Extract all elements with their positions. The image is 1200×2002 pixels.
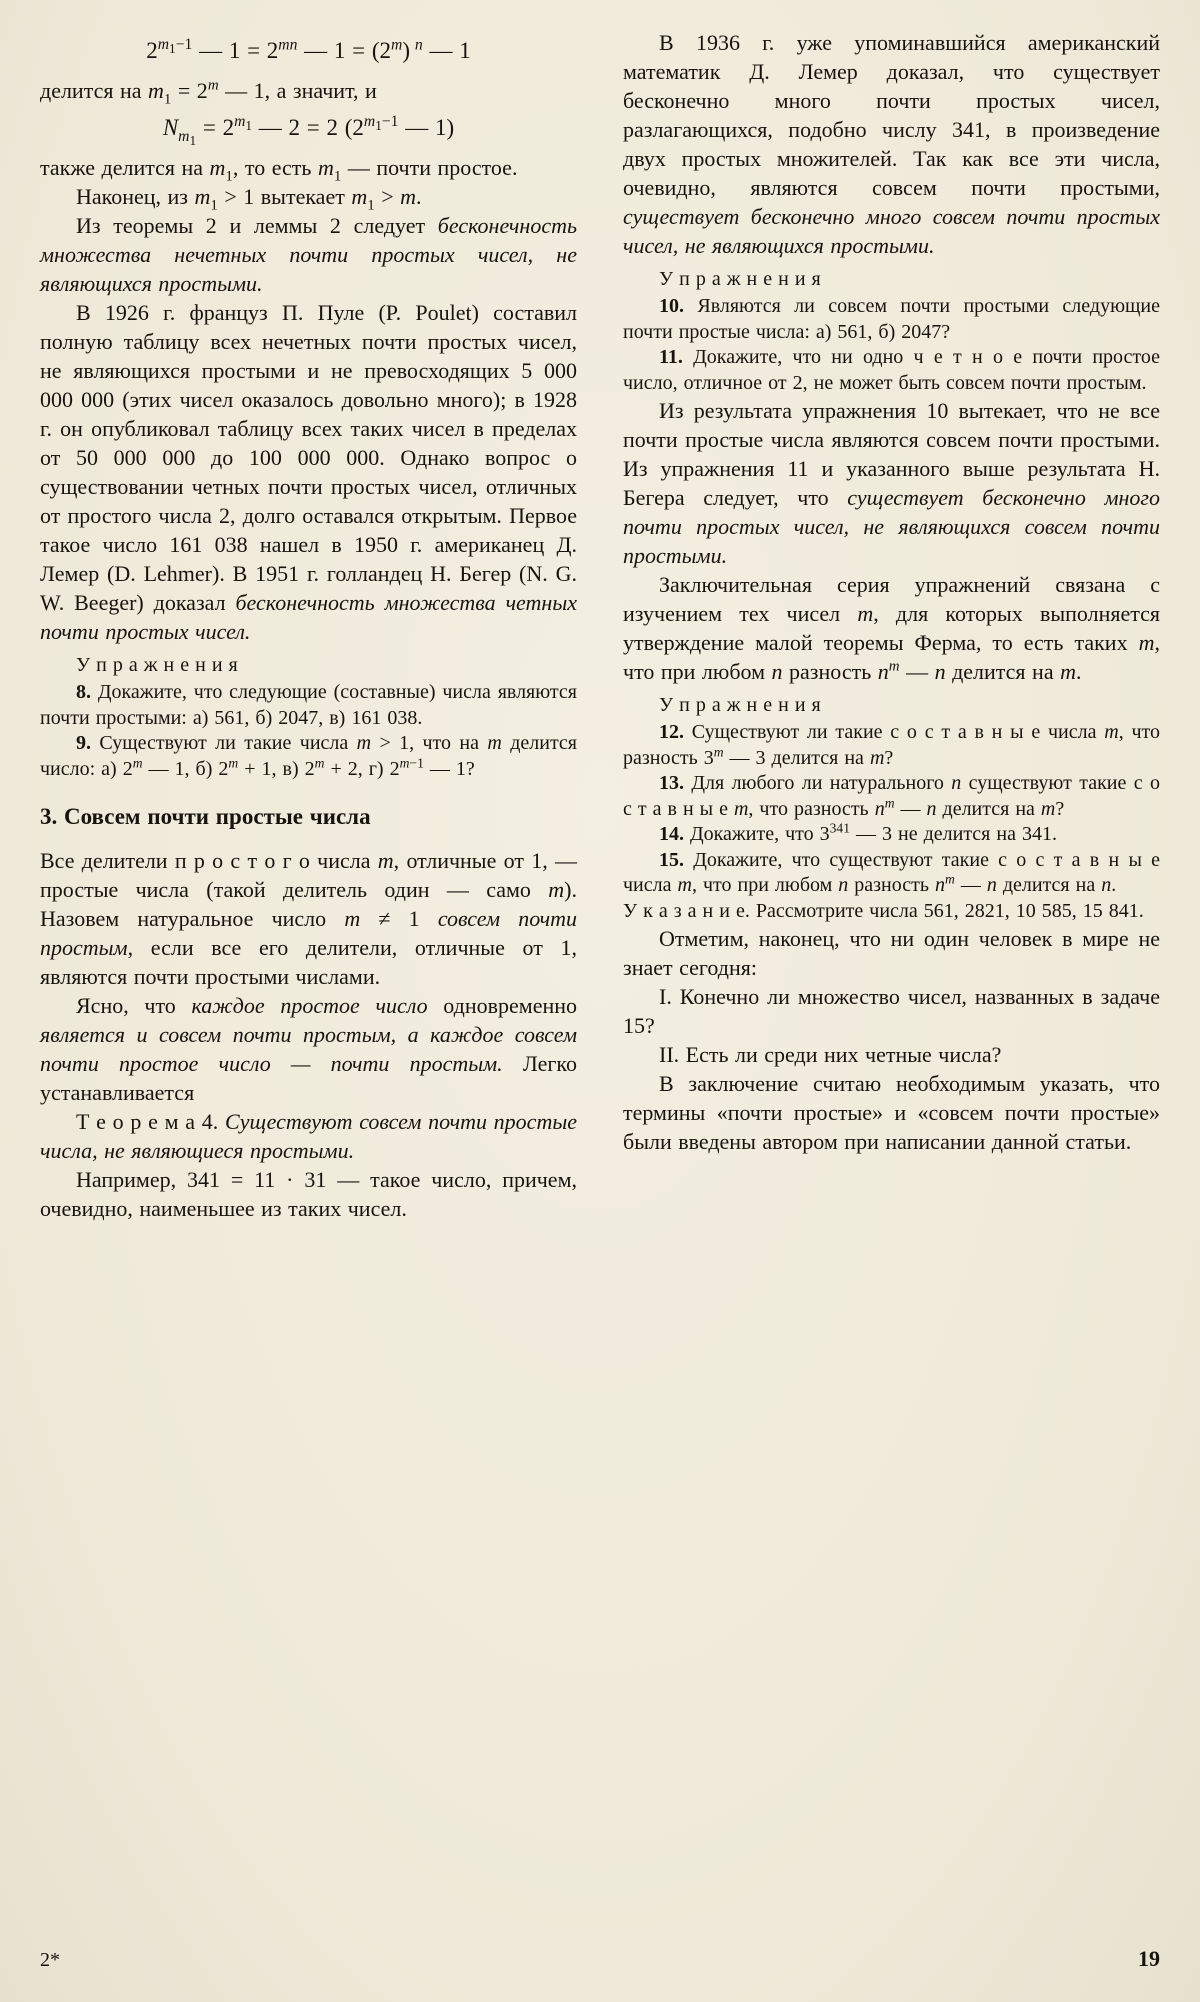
- exercise-13: 13. Для любого ли натурального n существуют такие с о с т а в н ы е m, что разность $n^m$ — n делится на m?: [623, 772, 1160, 820]
- exercise-8: 8. Докажите, что следующие (составные) числа являются почти простыми: а) 561, б) 2047, в) 161 038.: [40, 681, 577, 729]
- exercise-10: 10. Являются ли совсем почти простыми следующие почти простые числа: а) 561, б) 2047?: [623, 295, 1160, 343]
- display-formula-2: $N_{m_1} = 2^{m_1}$ — 2 = 2 ($2^{m_1-1}$ — 1): [162, 113, 455, 148]
- section-3-heading: 3. Совсем почти простые числа: [40, 804, 371, 829]
- exercises-heading: У п р а ж н е н и я: [76, 654, 238, 676]
- paragraph: I. Конечно ли множество чисел, названных в задаче 15?: [623, 984, 1160, 1038]
- paragraph: Заключительная серия упражнений связана с изучением тех чисел m, для которых выполняется утверждение малой теоремы Ферма, то есть таких m, что при любом n разность $n^m$ — n делится на m.: [623, 572, 1160, 684]
- paragraph: В 1926 г. француз П. Пуле (P. Poulet) составил полную таблицу всех нечетных почти простых чисел, не являющихся простыми и не превосходящих 5 000 000 000 (этих чисел оказалось довольно много); в 1928 г. он опубликовал таблицу всех таких чисел в пределах от 50 000 000 до 100 000 000. Однако вопрос о существовании четных почти простых чисел, отличных от простого числа 2, долго оставался открытым. Первое такое число 161 038 нашел в 1950 г. американец Д. Лемер (D. Lehmer). В 1951 г. голландец Н. Бегер (N. G. W. Beeger) доказал бесконечность множества четных почти простых чисел.: [40, 300, 577, 644]
- paragraph: Ясно, что каждое простое число одновременно является и совсем почти простым, а каждое совсем почти простое число — почти простым. Легко устанавливается: [40, 993, 578, 1105]
- theorem-4: Т е о р е м а 4. Существуют совсем почти простые числа, не являющиеся простыми.: [40, 1109, 578, 1163]
- paragraph: Например, 341 = 11 · 31 — такое число, причем, очевидно, наименьшее из таких чисел.: [40, 1167, 577, 1221]
- paragraph: Из теоремы 2 и леммы 2 следует бесконечность множества нечетных почти простых чисел, не являющихся простыми.: [40, 213, 577, 296]
- exercise-11: 11. Докажите, что ни одно ч е т н о е почти простое число, отличное от 2, не может быть совсем почти простым.: [623, 346, 1160, 394]
- paragraph: В заключение считаю необходимым указать, что термины «почти простые» и «совсем почти простые» были введены автором при написании данной статьи.: [623, 1071, 1160, 1154]
- paragraph: В 1936 г. уже упоминавшийся американский математик Д. Лемер доказал, что существует бесконечно много почти простых чисел, разлагающихся, подобно числу 341, в произведение двух простых множителей. Так как все эти числа, очевидно, являются совсем почти простыми, существует бесконечно много совсем почти простых чисел, не являющихся простыми.: [623, 30, 1160, 258]
- left-column: [40, 28, 577, 1223]
- exercises-heading: У п р а ж н е н и я: [659, 694, 821, 716]
- hint: У к а з а н и е. Рассмотрите числа 561, 2821, 10 585, 15 841.: [623, 899, 1144, 922]
- exercise-15: 15. Докажите, что существуют такие с о с т а в н ы е числа m, что при любом n разность $n^m$ — n делится на n.: [623, 848, 1160, 896]
- exercises-heading: У п р а ж н е н и я: [659, 268, 821, 290]
- page-footer: [40, 1946, 1160, 1972]
- page-number: 19: [1138, 1946, 1160, 1971]
- paragraph: также делится на $m_1$, то есть $m_1$ — почти простое.: [40, 155, 518, 185]
- exercise-14: 14. Докажите, что $3^{341}$ — 3 не делится на 341.: [659, 820, 1057, 845]
- two-column-text: [40, 28, 1160, 1223]
- paragraph: II. Есть ли среди них четные числа?: [659, 1042, 1002, 1067]
- paragraph: Наконец, из $m_1 > 1$ вытекает $m_1 > m$.: [76, 184, 422, 214]
- exercise-9: 9. Существуют ли такие числа m > 1, что на m делится число: а) 2$^m$ — 1, б) $2^m + 1$, в) $2^m + 2$, г) $2^{m-1}$ — 1?: [40, 732, 578, 780]
- right-column: [623, 28, 1160, 1223]
- paragraph: Все делители п р о с т о г о числа m, отличные от 1, — простые числа (такой делитель один — само m). Назовем натуральное число m ≠ 1 совсем почти простым, если все его делители, отличные от 1, являются почти простыми числами.: [40, 848, 578, 989]
- signature-mark: 2*: [40, 1949, 60, 1971]
- display-formula-1: $2^{m_1-1}$ — $1 = 2^{mn}$ — $1 = (2^m)$ $^n$ — 1: [146, 36, 471, 63]
- paragraph: Отметим, наконец, что ни один человек в мире не знает сегодня:: [623, 926, 1160, 980]
- paragraph: Из результата упражнения 10 вытекает, что не все почти простые числа являются совсем почти простыми. Из упражнения 11 и указанного выше результата Н. Бегера следует, что существует бесконечно много почти простых чисел, не являющихся совсем почти простыми.: [623, 398, 1160, 568]
- paragraph: делится на $m_1 = 2^m$ — 1, а значит, и: [40, 77, 377, 108]
- exercise-12: 12. Существуют ли такие с о с т а в н ы е числа m, что разность 3$^m$ — 3 делится на m?: [623, 721, 1160, 769]
